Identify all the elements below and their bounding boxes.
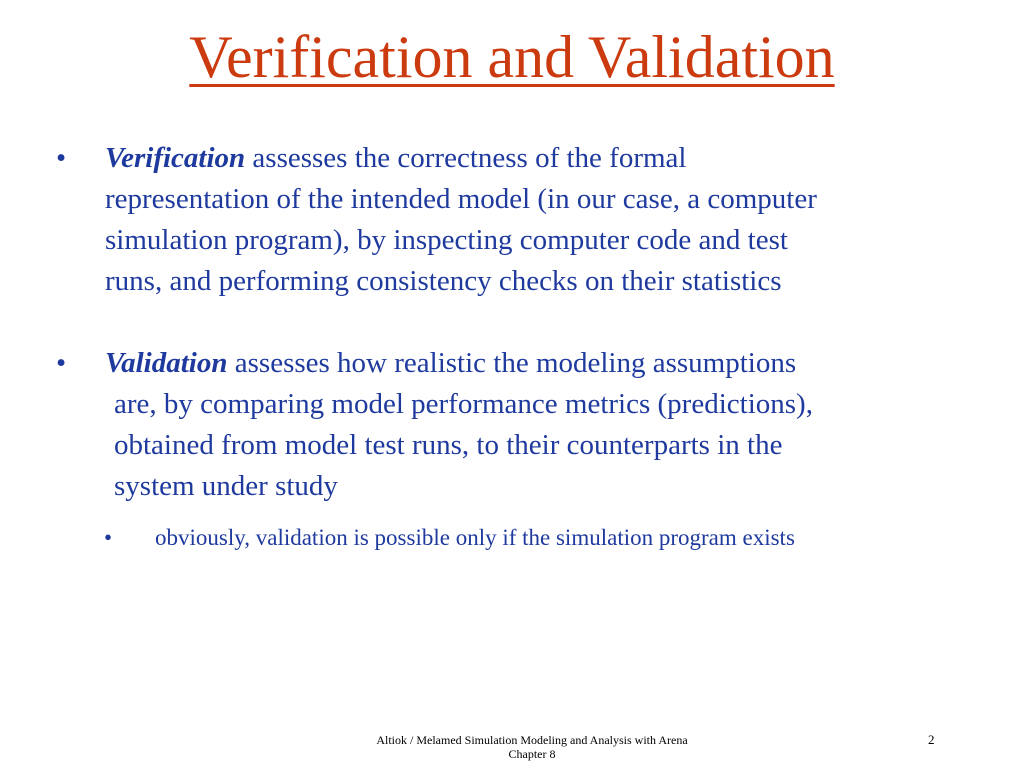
bullet-line: obtained from model test runs, to their counterparts in the (114, 429, 783, 461)
line-text: assesses the correctness of the formal (252, 142, 687, 174)
footer (0, 733, 1024, 761)
page-number: 2 (928, 732, 935, 747)
term-verification: Verification (105, 142, 246, 174)
bullet-text (105, 343, 813, 507)
sub-bullet-text: obviously, validation is possible only if the simulation program exists (155, 525, 795, 550)
bullet-line: system under study (114, 470, 338, 502)
bullet-marker: • (56, 142, 67, 174)
footer-course: Altiok / Melamed Simulation Modeling and Analysis with Arena (376, 733, 688, 747)
bullet-line (105, 343, 813, 384)
bullet-line: runs, and performing consistency checks on their statistics (105, 265, 782, 297)
footer-chapter: Chapter 8 (508, 747, 556, 761)
sub-bullet-marker: • (104, 525, 113, 550)
bullet-line: simulation program), by inspecting computer code and test (105, 224, 788, 256)
term-validation: Validation (105, 347, 228, 379)
bullet-line: representation of the intended model (in our case, a computer (105, 183, 817, 215)
bullet-line (105, 138, 817, 179)
bullet-marker: • (56, 347, 67, 379)
slide-title: Verification and Validation (189, 24, 835, 90)
line-text: assesses how realistic the modeling assumptions (234, 347, 797, 379)
bullet-line: are, by comparing model performance metrics (predictions), (114, 388, 813, 420)
bullet-text (105, 138, 817, 302)
